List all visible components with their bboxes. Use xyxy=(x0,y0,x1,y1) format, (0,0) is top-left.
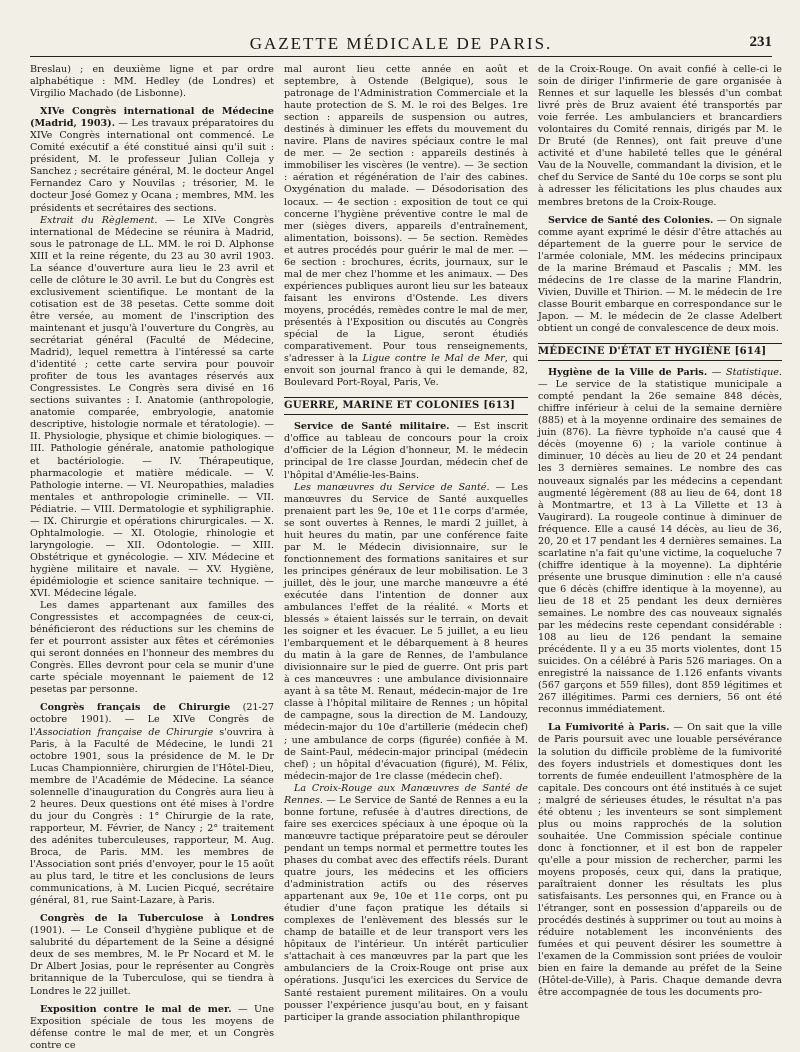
column-2 xyxy=(284,64,528,1028)
item-heading: Service de Santé militaire. xyxy=(294,421,450,433)
item-heading: Service de Santé des Colonies. xyxy=(548,214,714,226)
paragraph: La Croix-Rouge aux Manœuvres de Santé de Rennes. — Le Service de Santé de Rennes a eu la bonne fortune, refusée à d'autres directions, de faire ses exercices spéciaux à une époque où la manœuvre tactique préparatoire peut se dérouler pendant un temps normal et permettre toutes les phases du combat avec des effectifs réels. Durant quatre jours, les médecins et les officiers d'administration actifs ou des réserves appartenant aux 9e, 10e et 11e corps, ont pu étudier d'une façon pratique les détails si complexes de l'enlèvement des blessés sur le champ de bataille et de leur transport vers les hôpitaux de l'intérieur. Un intérêt particulier s'attachait à ces manœuvres par la part que les ambulanciers de la Croix-Rouge ont prise aux opérations. Jusqu'ici les exercices du Service de Santé restaient purement militaires. On a voulu pousser l'expérience jusqu'au bout, en y faisant participer la grande association philanthropique xyxy=(284,782,528,1023)
paragraph: Les dames appartenant aux familles des Congressistes et accompagnées de ceux-ci, bénéficieront des réductions sur les chemins de fer et pourront assister aux fêtes et cérémonies qui seront données en l'honneur des membres du Congrès. Elles devront pour cela se munir d'une carte spéciale moyennant le paiement de 12 pesetas par personne. xyxy=(30,600,274,696)
column-1 xyxy=(30,64,275,1051)
paragraph: mal auront lieu cette année en août et septembre, à Ostende (Belgique), sous le patronage de l'Administration Commerciale et la haute protection de S. M. le roi des Belges. 1re section : appareils de suspension ou autres, destinés à diminuer les effets du mouvement du navire. Plans de navires spéciaux contre le mal de mer. — 2e section : appareils destinés à immobiliser les viscères (le ventre). — 3e section : aération et régénération de l'air des cabines. Oxygénation du malade. — Désodorisation des locaux. — 4e section : exposition de tout ce qui concerne l'hygiène préventive contre le mal de mer (sièges divers, appareils d'entraînement, alimentation, boissons). — 5e section. Remèdes et autres procédés pour guérir le mal de mer. — 6e section : brochures, écrits, journaux, sur le mal de mer chez l'homme et les animaux. — Des expériences publiques auront lieu sur les bateaux faisant les environs d'Ostende. Les divers moyens, procédés, remèdes contre le mal de mer, présentés à l'Exposition ou discutés au Congrès spécial de la Ligue, seront étudiés comparativement. Pour tous renseignements, s'adresser à la Ligue contre le Mal de Mer, qui envoit son journal franco à qui le demande, 82, Boulevard Port-Royal, Paris, Ve. xyxy=(284,64,528,389)
section-heading: GUERRE, MARINE ET COLONIES [613] xyxy=(284,397,528,415)
item-heading: Hygiène de la Ville de Paris. xyxy=(548,367,708,379)
paragraph: Hygiène de la Ville de Paris. — Statistique. — Le service de la statistique municipale a compté pendant la 26e semaine 848 décès, chiffre inférieur à celui de la semaine dernière (885) et à la moyenne ordinaire des semaines de juin (876). La fièvre typhoïde n'a causé que 4 décès (moyenne 6) ; la variole continue à diminuer, 10 décès au lieu de 20 et 24 pendant les 3 dernières semaines. Le nombre des cas nouveaux signalés par les médecins a cependant augmenté légèrement (88 au lieu de 64, dont 18 à Montmartre, et 13 à La Villette et 13 à Vaugirard). La rougeole continue à diminuer de fréquence. Elle a causé 14 décès, au lieu de 36, 20, 20 et 17 pendant les 4 dernières semaines. La scarlatine n'a fait qu'une victime, la coqueluche 7 (chiffre identique à la moyenne). La diphtérie présente une brusque diminution : elle n'a causé que 6 décès (chiffre identique à la moyenne), au lieu de 18 et 25 pendant les deux dernières semaines. Le nombre des cas nouveaux signalés par les médecins reste cependant considérable : 108 au lieu de 126 pendant la semaine précédente. Il y a eu 35 morts violentes, dont 15 suicides. On a célébré à Paris 526 mariages. On a enregistré la naissance de 1.126 enfants vivants (567 garçons et 559 filles), dont 859 légitimes et 267 illégitimes. Parmi ces derniers, 56 ont été reconnus immédiatement. xyxy=(538,367,782,716)
paragraph: de la Croix-Rouge. On avait confié à celle-ci le soin de diriger l'infirmerie de gare organisée à Rennes et sur laquelle les blessés d'un combat livré près de Bruz avaient été transportés par voie ferrée. Les ambulanciers et brancardiers volontaires du Comité rennais, dirigés par M. le Dr Bruté (de Rennes), ont fait preuve d'une activité et d'une habileté telles que le général Vau de la Nouvelle, commandant la division, et le chef du Service de Santé du 10e corps se sont plu à adresser les félicitations les plus chaudes aux membres bretons de la Croix-Rouge. xyxy=(538,64,782,208)
paragraph: La Fumivorité à Paris. — On sait que la ville de Paris poursuit avec une louable persévérance la solution du difficile problème de la fumivorité des foyers industriels et domestiques dont les torrents de fumée endeuillent l'atmosphère de la capitale. Des concours ont été institués à ce sujet ; malgré de sérieuses études, le résultat n'a pas été obtenu ; les inventeurs se sont simplement plus ou moins rapprochés de la solution souhaitée. Une Commission spéciale continue donc à fonctionner, et il est bon de rappeler qu'elle a pour mission de rechercher, parmi les moyens proposés, ceux qui, dans la pratique, paraîtraient donner les résultats les plus satisfaisants. Les personnes qui, en France ou à l'étranger, sont en possession d'appareils ou de procédés destinés à supprimer ou tout au moins à réduire notablement les inconvénients des fumées et qui peuvent désirer les soumettre à l'examen de la Commission sont priées de vouloir bien en faire la demande au préfet de la Seine (Hôtel-de-Ville), à Paris. Chaque demande devra être accompagnée de tous les documents pro- xyxy=(538,722,782,999)
item-heading: La Fumivorité à Paris. xyxy=(548,722,670,734)
section-heading: MÉDECINE D'ÉTAT ET HYGIÈNE [614] xyxy=(538,343,782,361)
item-heading: Exposition contre le mal de mer. xyxy=(40,1003,232,1015)
item-heading: Congrès français de Chirurgie xyxy=(40,702,231,714)
paragraph: Exposition contre le mal de mer. — Une Exposition spéciale de tous les moyens de défense contre le mal de mer, et un Congrès contre ce xyxy=(30,1003,275,1051)
article-columns xyxy=(30,64,782,1051)
column-3 xyxy=(538,64,782,1028)
paragraph: Breslau) ; en deuxième ligne et par ordre alphabétique : MM. Hedley (de Londres) et Virgilio Machado (de Lisbonne). xyxy=(30,64,274,100)
item-heading: Congrès de la Tuberculose à Londres xyxy=(40,913,274,925)
page-number: 231 xyxy=(749,34,772,50)
paragraph: Congrès de la Tuberculose à Londres (1901). — Le Conseil d'hygiène publique et de salubrité du département de la Seine a désigné deux de ses membres, M. le Pr Nocard et M. le Dr Albert Josias, pour le représenter au Congrès britannique de la Tuberculose, qui se tiendra à Londres le 22 juillet. xyxy=(30,913,274,997)
page-header xyxy=(30,30,772,57)
paragraph: Service de Santé des Colonies. — On signale comme ayant exprimé le désir d'être attachés au département de la guerre pour le service de l'armée coloniale, MM. les médecins principaux de la marine Brémaud et Pascalis ; MM. les médecins de 1re classe de la marine Flandrin, Vivien, Duville et Thirion. — M. le médecin de 1re classe Bourit embarque en correspondance sur le Japon. — M. le médecin de 2e classe Adelbert obtient un congé de convalescence de deux mois. xyxy=(538,214,782,334)
paragraph: Les manœuvres du Service de Santé. — Les manœuvres du Service de Santé auxquelles prenaient part les 9e, 10e et 11e corps d'armée, se sont ouvertes à Rennes, le mardi 2 juillet, à huit heures du matin, par une conférence faite par M. le Médecin divisionnaire, sur le fonctionnement des formations sanitaires et sur les principes généraux de leur mobilisation. Le 3 juillet, dès le jour, une marche manœuvre a été exécutée dans l'intention de donner aux ambulances l'effet de la réalité. « Morts et blessés » étaient laissés sur le terrain, on devait les soigner et les évacuer. Le 5 juillet, a eu lieu l'embarquement et le débarquement à 8 heures du matin à la gare de Rennes, de l'ambulance divisionnaire sur le pied de guerre. Ont pris part à ces manœuvres : une ambulance divisionnaire ayant à sa tête M. Renaut, médecin-major de 1re classe à l'hôpital militaire de Rennes ; un hôpital de campagne, sous la direction de M. Landouzy, médecin-major du 10e d'artillerie (médecin chef) ; une ambulance de corps (figurée) confiée à M. de Saint-Paul, médecin-major principal (médecin chef) ; un hôpital d'évacuation (figuré), M. Félix, médecin-major de 1re classe (médecin chef). xyxy=(284,481,528,782)
paragraph: Extrait du Règlement. — Le XIVe Congrès international de Médecine se réunira à Madrid, sous le patronage de LL. MM. le roi D. Alphonse XIII et la reine régente, du 23 au 30 avril 1903. La séance d'ouverture aura lieu le 23 avril et celle de clôture le 30 avril. Le but du Congrès est exclusivement scientifique. Le montant de la cotisation est de 38 pesetas. Cette somme doit être versée, au moment de l'inscription des maintenant et jusqu'à l'ouverture du Congrès, au secrétariat général (Faculté de Médecine, Madrid), lequel remettra à l'intéressé sa carte d'identité ; cette carte servira pour pouvoir profiter de tous les avantages réservés aux Congressistes. Le Congrès sera divisé en 16 sections suivantes : I. Anatomie (anthropologie, anatomie comparée, embryologie, anatomie descriptive, histologie normale et tératologie). — II. Physiologie, physique et chimie biologiques. — III. Pathologie générale, anatomie pathologique et bactériologie. — IV. Thérapeutique, pharmacologie et matière médicale. — V. Pathologie interne. — VI. Neuropathies, maladies mentales et anthropologie criminelle. — VII. Pédiatrie. — VIII. Dermatologie et syphiligraphie. — IX. Chirurgie et opérations chirurgicales. — X. Ophtalmologie. — XI. Otologie, rhinologie et laryngologie. — XII. Odontologie. — XIII. Obstétrique et gynécologie. — XIV. Médecine et hygiène militaire et navale. — XV. Hygiène, épidémiologie et science sanitaire technique. — XVI. Médecine légale. xyxy=(30,214,274,600)
paragraph: Congrès français de Chirurgie (21-27 octobre 1901). — Le XIVe Congrès de l'Association française de Chirurgie s'ouvrira à Paris, à la Faculté de Médecine, le lundi 21 octobre 1901, sous la présidence de M. le Dr Lucas Championnière, chirurgien de l'Hôtel-Dieu, membre de l'Académie de Médecine. La séance solennelle d'inauguration du Congrès aura lieu à 2 heures. Deux questions ont été mises à l'ordre du jour du Congrès : 1° Chirurgie de la rate, rapporteur, M. Février, de Nancy ; 2° traitement des adénites tuberculeuses, rapporteur, M. Aug. Broca, de Paris. MM. les membres de l'Association sont priés d'envoyer, pour le 15 août au plus tard, le titre et les conclusions de leurs communications, à M. Lucien Picqué, secrétaire général, 81, rue Saint-Lazare, à Paris. xyxy=(30,702,274,907)
paragraph: Service de Santé militaire. — Est inscrit d'office au tableau de concours pour la croix d'officier de la Légion d'honneur, M. le médecin principal de 1re classe Jourdan, médecin chef de l'hôpital d'Amélie-les-Bains. xyxy=(284,421,528,481)
journal-title: GAZETTE MÉDICALE DE PARIS. xyxy=(249,34,553,53)
paragraph: XIVe Congrès international de Médecine (Madrid, 1903). — Les travaux préparatoires du XIVe Congrès international ont commencé. Le Comité exécutif a été constitué ainsi qu'il suit : président, M. le professeur Julian Colleja y Sanchez ; secrétaire général, M. le docteur Angel Fernandez Caro y Nouvilas ; trésorier, M. le docteur José Gomez y Ocana ; membres, MM. les présidents et secrétaires des sections. xyxy=(30,106,274,214)
item-heading: XIVe Congrès international de Médecine (Madrid, 1903). xyxy=(30,106,274,130)
